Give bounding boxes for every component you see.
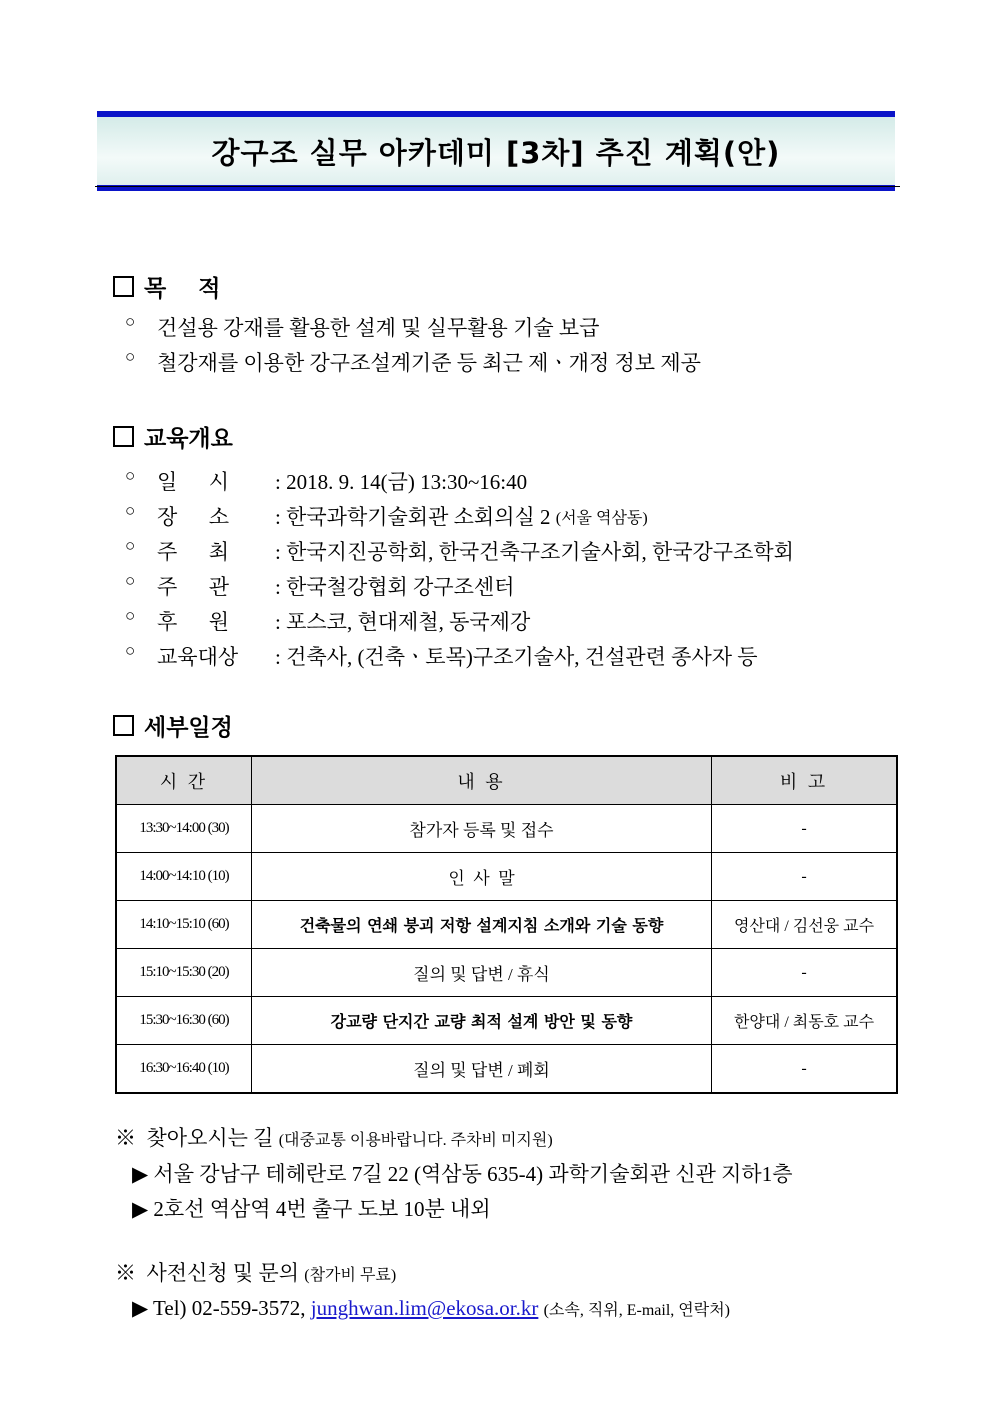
reference-mark-icon: ※ xyxy=(115,1261,136,1285)
address-text: 서울 강남구 테헤란로 7길 22 (역삼동 635-4) 과학기술회관 신관 지하1층 xyxy=(153,1162,793,1186)
time-cell: 13:30~14:00 (30) xyxy=(116,805,252,853)
triangle-bullet-icon: ▶ xyxy=(132,1197,149,1221)
title-underline xyxy=(95,186,900,187)
note-cell: - xyxy=(712,1045,898,1094)
content-cell: 질의 및 답변 / 폐회 xyxy=(252,1045,712,1094)
note-cell: 한양대 / 최동호 교수 xyxy=(712,997,898,1045)
content-cell: 건축물의 연쇄 붕괴 저항 설계지침 소개와 기술 동향 xyxy=(252,901,712,949)
note-cell: - xyxy=(712,805,898,853)
time-cell: 15:10~15:30 (20) xyxy=(116,949,252,997)
circle-bullet-icon: ○ xyxy=(125,606,136,625)
checkbox-square-icon xyxy=(113,426,134,447)
section-purpose-heading xyxy=(113,270,220,303)
circle-bullet-icon: ○ xyxy=(125,312,136,331)
purpose-item xyxy=(125,312,599,342)
note-cell: - xyxy=(712,853,898,901)
table-row xyxy=(116,901,897,949)
registration-heading xyxy=(115,1257,396,1287)
time-cell: 14:00~14:10 (10) xyxy=(116,853,252,901)
section-overview-heading xyxy=(113,420,233,453)
content-cell: 참가자 등록 및 접수 xyxy=(252,805,712,853)
registration-title: 사전신청 및 문의 xyxy=(146,1261,300,1285)
phone-text: Tel) 02-559-3572, xyxy=(153,1296,306,1320)
time-cell: 15:30~16:30 (60) xyxy=(116,997,252,1045)
circle-bullet-icon: ○ xyxy=(125,501,136,520)
content-cell: 질의 및 답변 / 휴식 xyxy=(252,949,712,997)
purpose-item xyxy=(125,347,701,377)
email-note: (소속, 직위, E-mail, 연락처) xyxy=(543,1302,730,1319)
table-row xyxy=(116,853,897,901)
time-cell: 16:30~16:40 (10) xyxy=(116,1045,252,1094)
content-cell: 인 사 말 xyxy=(252,853,712,901)
overview-item xyxy=(125,606,530,636)
title-banner xyxy=(97,111,895,191)
overview-label: 주 최 xyxy=(157,540,230,564)
overview-label: 주 관 xyxy=(157,575,230,599)
circle-bullet-icon: ○ xyxy=(125,641,136,660)
overview-value: : 2018. 9. 14(금) 13:30~16:40 xyxy=(275,470,528,494)
note-cell: 영산대 / 김선웅 교수 xyxy=(712,901,898,949)
schedule-table xyxy=(115,755,898,1094)
circle-bullet-icon: ○ xyxy=(125,571,136,590)
overview-value: : 포스코, 현대제철, 동국제강 xyxy=(275,610,531,634)
heading-text: 교육개요 xyxy=(144,426,233,452)
column-header-time: 시 간 xyxy=(116,756,252,805)
overview-label: 교육대상 xyxy=(157,645,239,669)
overview-item xyxy=(125,641,758,671)
note-cell: - xyxy=(712,949,898,997)
overview-item xyxy=(125,536,794,566)
directions-item xyxy=(132,1193,491,1223)
circle-bullet-icon: ○ xyxy=(125,536,136,555)
triangle-bullet-icon: ▶ xyxy=(132,1162,149,1186)
table-row xyxy=(116,997,897,1045)
overview-label: 후 원 xyxy=(157,610,230,634)
section-schedule-heading xyxy=(113,709,233,742)
overview-label: 일 시 xyxy=(157,470,230,494)
heading-text: 목 적 xyxy=(144,276,221,302)
directions-heading xyxy=(115,1122,553,1152)
heading-text: 세부일정 xyxy=(144,715,233,741)
page-title: 강구조 실무 아카데미 [3차] 추진 계획(안) xyxy=(211,135,781,170)
overview-item xyxy=(125,571,514,601)
circle-bullet-icon: ○ xyxy=(125,466,136,485)
directions-note: (대중교통 이용바랍니다. 주차비 미지원) xyxy=(278,1132,553,1149)
contact-line xyxy=(132,1296,730,1321)
subway-text: 2호선 역삼역 4번 출구 도보 10분 내외 xyxy=(153,1197,491,1221)
content-cell: 강교량 단지간 교량 최적 설계 방안 및 동향 xyxy=(252,997,712,1045)
checkbox-square-icon xyxy=(113,715,134,736)
overview-value: : 건축사, (건축ㆍ토목)구조기술사, 건설관련 종사자 등 xyxy=(275,645,758,669)
overview-item xyxy=(125,466,527,496)
overview-label: 장 소 xyxy=(157,505,230,529)
table-header-row xyxy=(116,756,897,805)
time-cell: 14:10~15:10 (60) xyxy=(116,901,252,949)
overview-note: (서울 역삼동) xyxy=(555,510,648,527)
checkbox-square-icon xyxy=(113,276,134,297)
overview-value: : 한국철강협회 강구조센터 xyxy=(275,575,515,599)
directions-title: 찾아오시는 길 xyxy=(146,1126,274,1150)
column-header-note: 비 고 xyxy=(712,756,898,805)
table-row xyxy=(116,949,897,997)
directions-item xyxy=(132,1158,793,1188)
reference-mark-icon: ※ xyxy=(115,1126,136,1150)
purpose-text: 건설용 강재를 활용한 설계 및 실무활용 기술 보급 xyxy=(157,316,600,340)
table-row xyxy=(116,1045,897,1094)
triangle-bullet-icon: ▶ xyxy=(132,1296,149,1320)
registration-note: (참가비 무료) xyxy=(304,1267,397,1284)
email-link[interactable]: junghwan.lim@ekosa.or.kr xyxy=(310,1296,539,1320)
table-row xyxy=(116,805,897,853)
purpose-text: 철강재를 이용한 강구조설계기준 등 최근 제ㆍ개정 정보 제공 xyxy=(157,351,701,375)
overview-item xyxy=(125,501,648,531)
column-header-content: 내 용 xyxy=(252,756,712,805)
overview-value: : 한국과학기술회관 소회의실 2 xyxy=(275,505,551,529)
overview-value: : 한국지진공학회, 한국건축구조기술사회, 한국강구조학회 xyxy=(275,540,794,564)
circle-bullet-icon: ○ xyxy=(125,347,136,366)
